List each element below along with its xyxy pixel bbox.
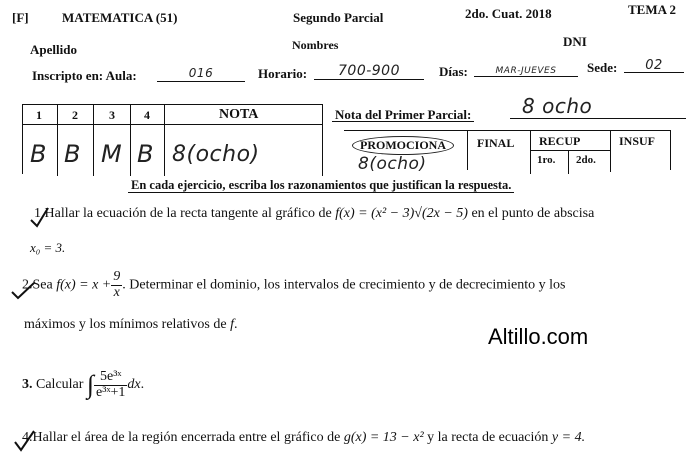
exercise-3-fraction: $\frac{\text{5e³ˣ}}{\text{e³ˣ+1}}$ [96, 368, 126, 400]
grade-value-3: M [101, 140, 123, 168]
horario-label: Horario: [258, 66, 308, 81]
aula-label: Inscripto en: Aula: [32, 68, 137, 83]
exercise-3: 3. Calcular ∫ $\frac{\text{5e³ˣ}}{\text{e³ˣ+1}}$ dx. [22, 368, 145, 400]
dni-label: DNI [563, 34, 587, 49]
aula-value: 016 [188, 66, 214, 80]
aula-field [157, 64, 245, 82]
integral-sign: ∫ [86, 370, 95, 399]
box-letter: [F] [12, 10, 29, 25]
dias-field [474, 60, 578, 77]
dias-value: MAR-JUEVES [495, 66, 557, 76]
nota-value: 8(ocho) [172, 142, 260, 167]
exam-term: 2do. Cuat. 2018 [465, 6, 552, 21]
exercise-1-function: f(x) = (x² − 3)√(2x − 5) [335, 206, 468, 221]
exercise-1-text: 1.Hallar la ecuación de la recta tangente al gráfico de f(x) = (x² − 3)√(2x − 5) en el punto de abscisa [34, 206, 595, 221]
sede-label: Sede: [587, 60, 618, 75]
sede-value: 02 [645, 58, 663, 73]
nota-label: NOTA [219, 107, 259, 122]
recup-label: RECUP [539, 134, 581, 148]
horario-value: 700-900 [338, 63, 400, 79]
primer-parcial-field [510, 94, 686, 119]
exam-type: Segundo Parcial [293, 10, 384, 25]
primer-parcial-value: 8 ocho [522, 94, 593, 118]
exercise-2-fraction: $\frac{9}{x}$ [113, 269, 121, 300]
apellido-label: Apellido [30, 42, 77, 57]
recup-2do: 2do. [576, 154, 596, 166]
instructions: En cada ejercicio, escriba los razonamientos que justifican la respuesta. [128, 178, 514, 193]
horario-field [314, 62, 424, 80]
exercise-4-text: 4.Hallar el área de la región encerrada entre el gráfico de g(x) = 13 − x² y la recta de ecuación y = 4. [22, 430, 586, 445]
promociona-value: 8(ocho) [358, 154, 427, 174]
exercise-2-text-line2: máximos y los mínimos relativos de f. [24, 317, 238, 332]
sede-field [624, 56, 684, 73]
nombres-label: Nombres [292, 38, 339, 52]
recup-1ro: 1ro. [537, 154, 556, 166]
watermark: Altillo.com [488, 324, 589, 349]
col-label-2: 2 [72, 108, 78, 122]
grade-value-4: B [137, 140, 154, 168]
grade-value-1: B [30, 140, 47, 168]
col-label-1: 1 [36, 108, 42, 122]
col-label-3: 3 [109, 108, 115, 122]
subject-title: MATEMATICA (51) [62, 10, 178, 25]
primer-parcial-label: Nota del Primer Parcial: [332, 107, 474, 123]
exam-tema: TEMA 2 [628, 2, 677, 17]
exercise-2-text: 2.Sea f(x) = x + $\frac{9}{x}$ . Determinar el dominio, los intervalos de crecimiento y de decrecimiento y los [22, 269, 566, 300]
grade-value-2: B [64, 140, 81, 168]
promociona-label: PROMOCIONA [352, 136, 454, 155]
exercise-1-point: x₀ = 3. [30, 240, 66, 255]
col-label-4: 4 [144, 108, 150, 122]
final-label: FINAL [477, 136, 515, 150]
insuf-label: INSUF [619, 134, 656, 148]
dias-label: Días: [439, 64, 468, 79]
